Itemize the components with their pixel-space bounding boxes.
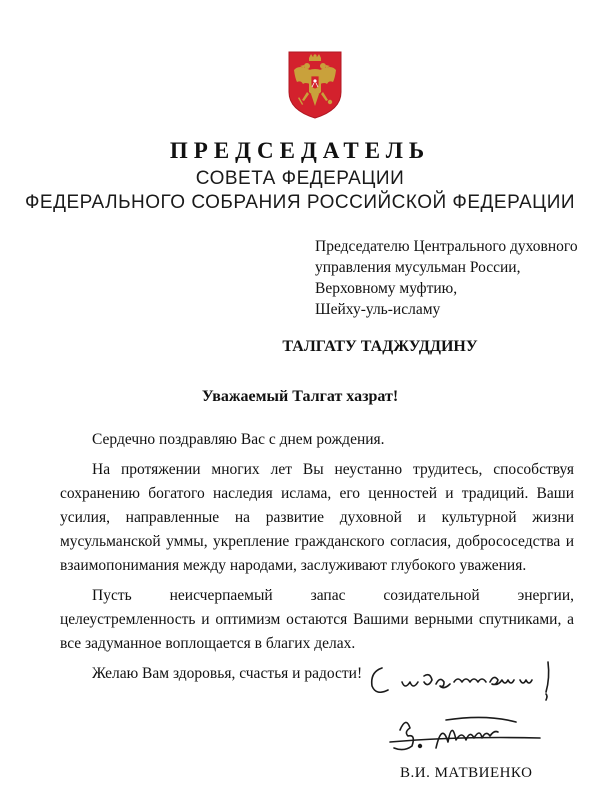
address-line: управления мусульман России, (315, 259, 521, 276)
coat-of-arms-icon (283, 48, 347, 122)
signer-name: В.И. МАТВИЕНКО (400, 765, 533, 781)
address-line: Верховному муфтию, (315, 280, 458, 297)
address-line: Председателю Центрального духовного (315, 238, 578, 255)
recipient-address (315, 236, 578, 320)
chairman-title: ПРЕДСЕДАТЕЛЬ (169, 138, 431, 163)
addressee-name: ТАЛГАТУ ТАДЖУДДИНУ (282, 338, 478, 355)
handwritten-signature (360, 650, 580, 760)
paragraph: Сердечно поздравляю Вас с днем рождения. (92, 431, 385, 448)
address-line: Шейху-уль-исламу (315, 301, 441, 318)
assembly-subtitle: ФЕДЕРАЛЬНОГО СОБРАНИЯ РОССИЙСКОЙ ФЕДЕРАЦИИ (24, 192, 576, 213)
salutation: Уважаемый Талгат хазрат! (201, 388, 399, 405)
paragraph: На протяжении многих лет Вы неустанно трудитесь, способствуя сохранению богатого наследия ислама, его ценностей и традиций. Ваши усилия, направленные на развитие духовной и культурной жизни мусульманской уммы, укрепление гражданского согласия, добрососедства и взаимопонимания между народами, заслуживают глубокого уважения. (60, 461, 574, 574)
paragraph: Пусть неисчерпаемый запас созидательной энергии, целеустремленность и оптимизм остаются Вашими верными спутниками, а все задуманное воплощается в благих делах. (60, 587, 574, 652)
council-subtitle: СОВЕТА ФЕДЕРАЦИИ (195, 168, 405, 189)
paragraph: Желаю Вам здоровья, счастья и радости! (92, 665, 363, 682)
